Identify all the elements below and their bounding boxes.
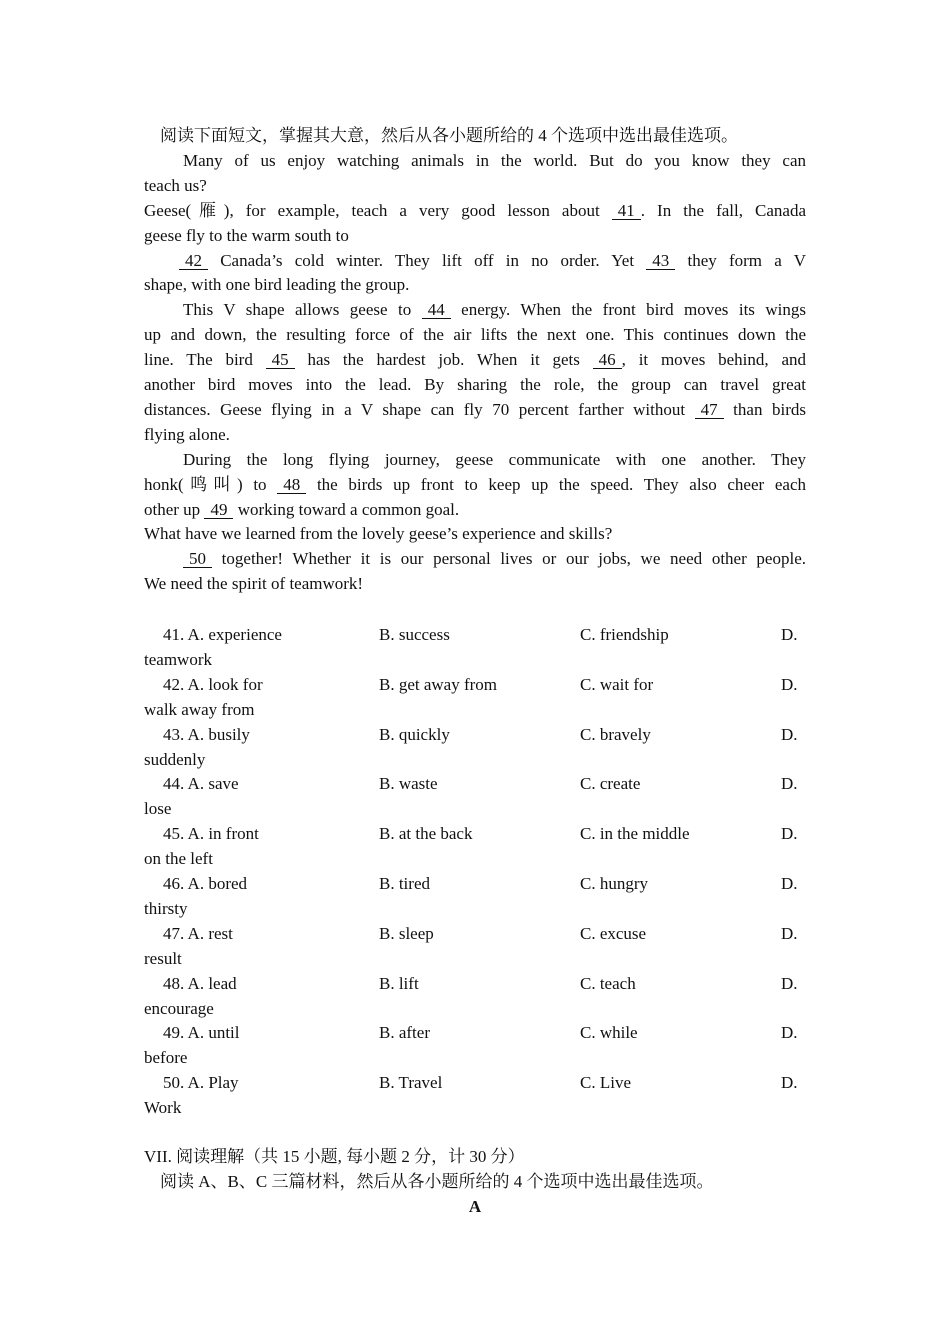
passage-line: [144, 199, 806, 223]
passage-line: [183, 547, 806, 571]
answer-blank: 49: [204, 501, 233, 519]
answer-blank: 43: [646, 252, 675, 270]
passage-text: other up: [144, 499, 205, 519]
passage-text: Geese(雁), for example, teach a very good lesson about: [144, 200, 612, 220]
option-c: C. Live: [580, 1073, 631, 1093]
option-b: B. Travel: [379, 1073, 443, 1093]
passage-line: [144, 423, 806, 447]
passage-text: . In the fall, Canada: [640, 200, 807, 220]
passage-text: line. The bird: [144, 350, 266, 370]
option-c: C. while: [580, 1023, 638, 1043]
passage-text: Canada’s cold winter. They lift off in no order. Yet: [208, 250, 647, 270]
option-c: C. teach: [580, 973, 636, 993]
option-d-text: lose: [144, 799, 172, 819]
passage-text: they form a V: [675, 250, 806, 270]
section-heading: VII. 阅读理解（共 15 小题, 每小题 2 分，计 30 分）: [144, 1147, 525, 1166]
answer-blank: 50: [183, 550, 212, 568]
option-a: 50. A. Play: [163, 1073, 239, 1093]
option-d-text: thirsty: [144, 899, 188, 918]
option-d-text: result: [144, 948, 182, 968]
option-d: D.: [781, 874, 798, 893]
passage-text: We need the spirit of teamwork!: [144, 574, 364, 594]
passage-line: [144, 572, 806, 596]
section-instruction: 阅读 A、B、C 三篇材料，然后从各小题所给的 4 个选项中选出最佳选项。: [160, 1172, 714, 1191]
passage-text: geese fly to the warm south to: [144, 225, 349, 245]
passage-line: [183, 298, 806, 322]
passage-text: shape, with one bird leading the group.: [144, 275, 410, 295]
option-d: D.: [781, 824, 798, 844]
passage-text: flying alone.: [144, 424, 230, 444]
option-b: B. lift: [379, 973, 419, 993]
option-b: B. at the back: [379, 824, 473, 844]
answer-blank: 48: [277, 476, 306, 494]
option-c: C. friendship: [580, 625, 669, 644]
option-a: 41. A. experience: [163, 625, 282, 644]
part-label: A: [468, 1197, 482, 1216]
passage-line: [179, 249, 806, 273]
option-a: 47. A. rest: [163, 923, 233, 943]
passage-line: [144, 498, 806, 522]
option-a: 45. A. in front: [163, 824, 259, 844]
option-c: C. excuse: [580, 923, 647, 943]
passage-text: 阅读下面短文，掌握其大意，然后从各小题所给的 4 个选项中选出最佳选项。: [160, 126, 738, 145]
option-c: C. bravely: [580, 724, 651, 744]
option-c: C. wait for: [580, 674, 654, 694]
option-d: D.: [781, 923, 798, 943]
answer-blank: 46: [593, 351, 622, 369]
answer-blank: 44: [422, 301, 451, 319]
passage-text: has the hardest job. When it gets: [294, 350, 593, 370]
option-c: C. hungry: [580, 874, 648, 893]
passage-text: up and down, the resulting force of the air lifts the next one. This continues down the: [144, 325, 806, 345]
option-d-text: on the left: [144, 849, 213, 869]
option-a: 46. A. bored: [163, 874, 248, 893]
passage-line: [144, 174, 806, 198]
passage-line: [144, 373, 806, 397]
option-a: 49. A. until: [163, 1023, 240, 1043]
passage-line: [183, 149, 806, 173]
option-b: B. sleep: [379, 923, 434, 943]
option-b: B. success: [379, 625, 450, 644]
option-b: B. after: [379, 1023, 430, 1043]
option-d-text: walk away from: [144, 699, 255, 719]
option-d: D.: [781, 973, 798, 993]
passage-line: [144, 522, 806, 546]
option-d-text: teamwork: [144, 650, 212, 669]
passage-line: [144, 348, 806, 372]
option-d-text: suddenly: [144, 749, 206, 769]
option-b: B. tired: [379, 874, 430, 893]
option-d: D.: [781, 1023, 798, 1043]
option-a: 42. A. look for: [163, 674, 263, 694]
passage-text: During the long flying journey, geese communicate with one another. They: [183, 449, 806, 469]
option-a: 44. A. save: [163, 774, 239, 794]
passage-text: distances. Geese flying in a V shape can fly 70 percent farther without: [144, 399, 695, 419]
option-d-text: before: [144, 1048, 188, 1068]
passage-text: This V shape allows geese to: [183, 300, 422, 320]
option-a: 43. A. busily: [163, 724, 250, 744]
passage-text: teach us?: [144, 175, 207, 195]
passage-text: the birds up front to keep up the speed. They also cheer each: [306, 474, 807, 494]
option-d: D.: [781, 1073, 798, 1093]
passage-line: [160, 124, 806, 148]
option-d: D.: [781, 774, 798, 794]
passage-text: honk(鸣叫) to: [144, 474, 278, 494]
passage-text: together! Whether it is our personal lives or our jobs, we need other people.: [212, 549, 806, 569]
option-d-text: encourage: [144, 998, 214, 1018]
passage-line: [144, 473, 806, 497]
answer-blank: 47: [695, 401, 724, 419]
passage-text: Many of us enjoy watching animals in the world. But do you know they can: [183, 150, 806, 170]
passage-line: [144, 323, 806, 347]
option-c: C. in the middle: [580, 824, 690, 844]
passage-line: [144, 224, 806, 248]
option-d: D.: [781, 674, 798, 694]
answer-blank: 42: [179, 252, 208, 270]
answer-blank: 41: [612, 202, 641, 220]
passage-text: another bird moves into the lead. By sharing the role, the group can travel great: [144, 375, 806, 394]
option-b: B. quickly: [379, 724, 450, 744]
passage-text: working toward a common goal.: [233, 499, 460, 519]
passage-line: [183, 448, 806, 472]
option-a: 48. A. lead: [163, 973, 237, 993]
passage-text: energy. When the front bird moves its wings: [450, 300, 806, 320]
answer-blank: 45: [266, 351, 295, 369]
passage-text: than birds: [723, 399, 806, 419]
passage-text: What have we learned from the lovely geese’s experience and skills?: [144, 524, 613, 544]
passage-line: [144, 398, 806, 422]
passage-line: [144, 273, 806, 297]
option-b: B. get away from: [379, 674, 498, 694]
option-d: D.: [781, 625, 798, 644]
passage-text: , it moves behind, and: [621, 350, 806, 370]
option-d: D.: [781, 724, 798, 744]
option-b: B. waste: [379, 774, 438, 794]
option-c: C. create: [580, 774, 641, 794]
option-d-text: Work: [144, 1098, 182, 1118]
